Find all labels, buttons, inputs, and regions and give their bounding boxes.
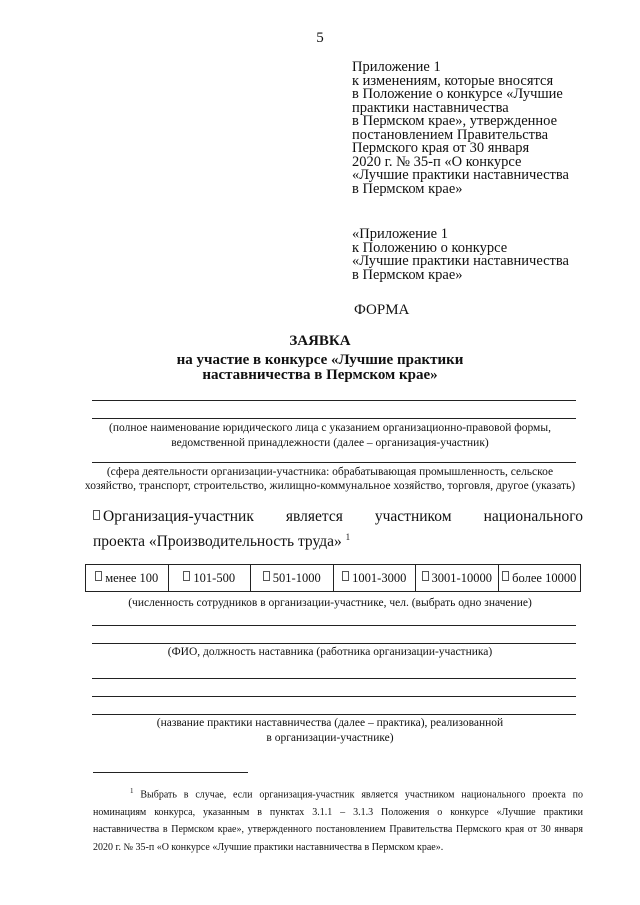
participant-word: Организация-участник [93, 507, 254, 527]
fill-line-practice-2[interactable] [92, 696, 576, 697]
participant-word: является [285, 508, 343, 525]
appendix-header-line: в Положение о конкурсе «Лучшие [352, 86, 563, 102]
checkbox-icon[interactable] [95, 571, 102, 581]
appendix-header-line: к изменениям, которые вносятся [352, 72, 554, 89]
participant-checkbox[interactable] [93, 510, 100, 520]
checkbox-icon[interactable] [263, 571, 270, 581]
employee-option[interactable]: 3001-10000 [416, 565, 499, 592]
employee-option[interactable]: 101-500 [168, 565, 251, 592]
appendix-sub-line: «Лучшие практики наставничества [352, 253, 569, 269]
participant-word: участником [374, 508, 452, 525]
appendix-header-line: в Пермском крае» [352, 180, 463, 197]
checkbox-icon[interactable] [502, 571, 509, 581]
checkbox-icon[interactable] [342, 571, 349, 581]
caption-practice [80, 716, 580, 746]
appendix-header-line: Приложение 1 [352, 59, 441, 75]
page-number: 5 [316, 30, 324, 46]
appendix-sub-line: к Положению о конкурсе [352, 239, 508, 256]
participant-statement [93, 507, 583, 552]
appendix-sub-line: «Приложение 1 [352, 226, 448, 242]
footnote-separator [93, 772, 248, 773]
fill-line-sphere[interactable] [92, 462, 576, 463]
footnote [93, 783, 583, 856]
checkbox-icon[interactable] [183, 571, 190, 581]
appendix-header [352, 61, 612, 196]
caption-sphere: (сфера деятельности организации-участника: обрабатывающая промышленность, сельское хозяйство, транспорт, строительство, жилищно-коммунальное хозяйство, торговля, другое (указать) [84, 466, 576, 492]
document-subtitle [0, 353, 640, 383]
fill-line-org-name[interactable] [92, 400, 576, 401]
caption-practice-line: в организации-участнике) [266, 732, 394, 744]
appendix-header-line: «Лучшие практики наставничества [352, 167, 569, 183]
appendix-header-line: Пермского края от 30 января [352, 140, 530, 156]
fill-line-mentor[interactable] [92, 625, 576, 626]
subtitle-line: на участие в конкурсе «Лучшие практики [176, 352, 464, 368]
caption-practice-line: (название практики наставничества (далее – практика), реализованной [156, 717, 504, 729]
caption-org-name: (полное наименование юридического лица с указанием организационно-правовой формы, ведомственной принадлежности (далее – организация-участник) [109, 422, 551, 449]
footnote-ref: 1 [345, 532, 351, 542]
footnote-text: Выбрать в случае, если организация-участник является участником национального проекта по номинациям конкурса, указанным в пунктах 3.1.1 – 3.1.3 Положения о конкурсе «Лучшие практики наставничества в Пермском крае», утвержденного постановлением Правительства Пермского края от 30 января 2020 г. № 35-п «О конкурсе «Лучшие практики наставничества в Пермском крае». [93, 789, 583, 853]
appendix-sub-header [352, 228, 612, 282]
appendix-sub-line: в Пермском крае» [352, 266, 463, 283]
fill-line-mentor-2[interactable] [92, 643, 576, 644]
employee-option[interactable]: более 10000 [498, 565, 581, 592]
employee-option[interactable]: 501-1000 [251, 565, 334, 592]
fill-line-practice[interactable] [92, 678, 576, 679]
caption-employees: (численность сотрудников в организации-участнике, чел. (выбрать одно значение) [128, 597, 532, 609]
document-title: ЗАЯВКА [289, 333, 351, 349]
appendix-header-line: постановлением Правительства [352, 126, 549, 143]
form-label: ФОРМА [354, 302, 410, 318]
appendix-header-line: в Пермском крае», утвержденное [352, 113, 558, 129]
fill-line-org-name-2[interactable] [92, 418, 576, 419]
appendix-header-line: 2020 г. № 35-п «О конкурсе [352, 153, 522, 170]
fill-line-practice-3[interactable] [92, 714, 576, 715]
employee-option[interactable]: 1001-3000 [333, 565, 416, 592]
participant-word: национального [483, 508, 583, 525]
subtitle-line: наставничества в Пермском крае» [202, 367, 438, 383]
caption-mentor: (ФИО, должность наставника (работника организации-участника) [167, 646, 493, 658]
checkbox-icon[interactable] [422, 571, 429, 581]
participant-line2: проекта «Производительность труда» [93, 533, 342, 551]
footnote-mark: 1 [130, 787, 134, 795]
employee-option[interactable]: менее 100 [86, 565, 169, 592]
employee-count-table [85, 564, 581, 592]
appendix-header-line: практики наставничества [352, 99, 509, 116]
